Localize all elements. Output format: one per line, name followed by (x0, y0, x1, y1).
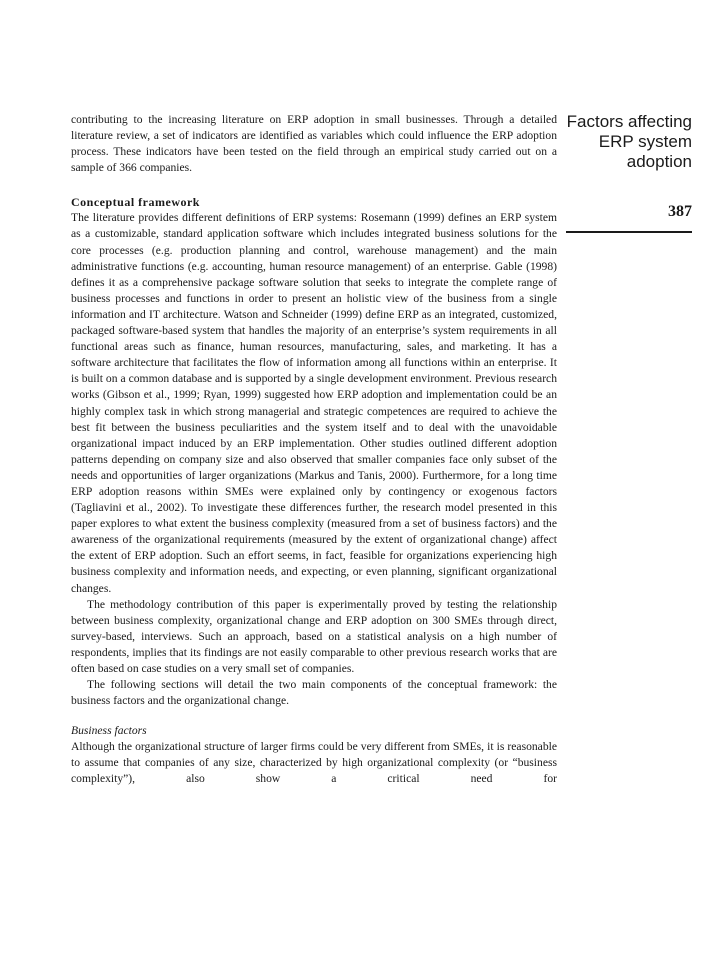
page-number: 387 (668, 203, 692, 220)
page-number-rule (566, 231, 692, 233)
running-title-line-3: adoption (626, 152, 692, 171)
intro-paragraph: contributing to the increasing literature on ERP adoption in small businesses. Through a detailed literature review, a set of indicators are identified as variables which could influence the ERP adoption process. These indicators have been tested on the field through an empirical study carried out on a sample of 366 companies. (71, 113, 557, 175)
running-title (566, 112, 692, 172)
section-paragraph-1: The literature provides different definitions of ERP systems: Rosemann (1999) defines an ERP system as a customizable, standard application software which includes integrated business solutions for the core processes (e.g. production planning and control, warehouse management) and the main administrative functions (e.g. accounting, human resource management) of an enterprise. Gable (1998) defines it as a comprehensive package software solution that seeks to integrate the complete range of business processes and functions in order to present an holistic view of the business from a single information and IT architecture. Watson and Schneider (1999) define ERP as an integrated, customized, packaged software-based system that handles the majority of an enterprise’s system requirements in all functional areas such as finance, human resources, manufacturing, sales, and marketing. It has a software architecture that facilitates the flow of information among all functions within an enterprise. It is built on a common database and is supported by a single development environment. Previous research works (Gibson et al., 1999; Ryan, 1999) suggested how ERP adoption and implementation could be an highly complex task in which strong managerial and strategic competences are required to achieve the best fit between the business peculiarities and the system itself and to deal with the unavoidable organizational impact induced by an ERP implementation. Other studies outlined different adoption patterns depending on company size and also observed that smaller companies face only subset of the needs and opportunities of larger organizations (Markus and Tanis, 2000). Furthermore, for a long time ERP adoption reasons within SMEs were explained only by contingency or exogenous factors (Tagliavini et al., 2002). To investigate these differences further, the research model presented in this paper explores to what extent the business complexity (measured from a set of business factors) and the awareness of the organizational requirements (measured by the extent of organizational change) affect the extent of ERP adoption. Such an effort seems, in fact, feasible for organizations experiencing high business complexity and information needs, and expecting, or even planning, significant organizational changes. (71, 211, 557, 595)
subsection-heading: Business factors (71, 724, 147, 738)
section-paragraph-3: The following sections will detail the two main components of the conceptual framework: the business factors and the organizational change. (71, 678, 557, 708)
subsection-paragraph: Although the organizational structure of larger firms could be very different from SMEs, it is reasonable to assume that companies of any size, characterized by high organizational complexity (or “business complexity”), also show a critical need for (71, 740, 557, 786)
section-heading: Conceptual framework (71, 195, 200, 210)
section-paragraph-2: The methodology contribution of this paper is experimentally proved by testing the relationship between business complexity, organizational change and ERP adoption on 300 SMEs through direct, survey-based, interviews. Such an approach, based on a statistical analysis on a high number of respondents, implies that its findings are not easily comparable to other previous research works that are often based on case studies on a very small set of companies. (71, 597, 557, 675)
body-text (71, 112, 557, 788)
running-title-line-1: Factors affecting (566, 112, 692, 131)
running-title-line-2: ERP system (598, 132, 692, 151)
